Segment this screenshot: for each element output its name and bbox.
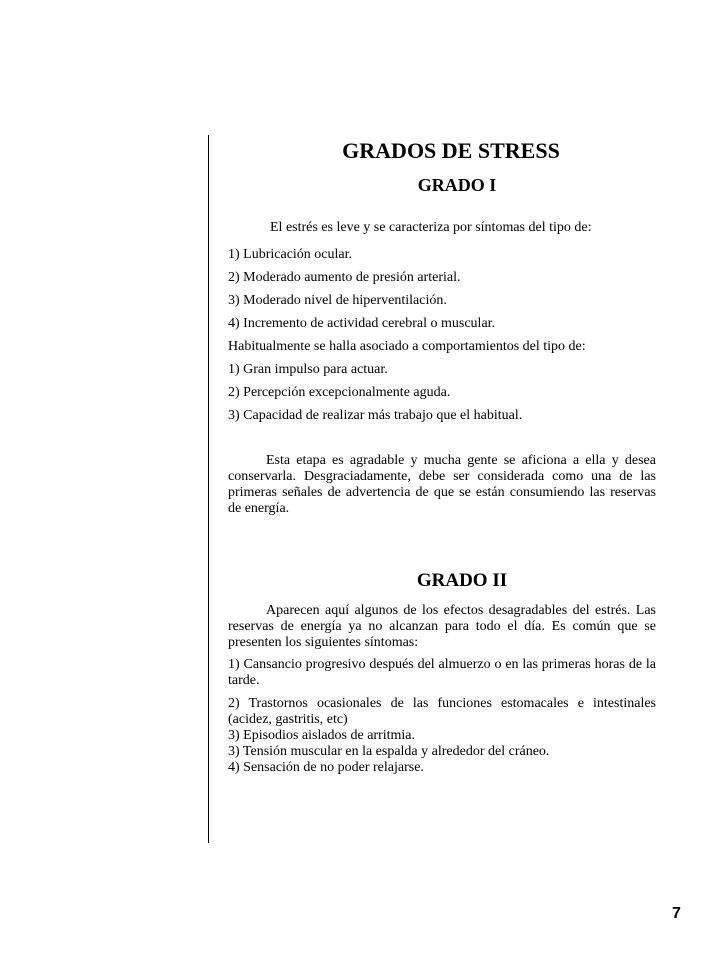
grado1-symptom-1: 1) Lubricación ocular. — [228, 247, 353, 262]
grado2-symptom-3: 3) Episodios aislados de arritmia. — [228, 728, 416, 743]
grado2-symptom-2: 2) Trastornos ocasionales de las funciones estomacales e intestinales (acidez, gastritis, etc) — [228, 696, 656, 727]
page-title: GRADOS DE STRESS — [342, 138, 560, 163]
grado1-symptom-2: 2) Moderado aumento de presión arterial. — [228, 270, 461, 285]
grado1-closing-paragraph: Esta etapa es agradable y mucha gente se aficiona a ella y desea conservarla. Desgraciadamente, debe ser considerada como una de las primeras señales de advertencia de que se están consumiendo las reservas de energía. — [228, 453, 656, 516]
grado1-symptom-3: 3) Moderado nivel de hiperventilación. — [228, 293, 447, 308]
grado1-behavior-1: 1) Gran impulso para actuar. — [228, 362, 388, 377]
page-content — [228, 138, 656, 776]
grado2-symptom-1: 1) Cansancio progresivo después del almuerzo o en las primeras horas de la tarde. — [228, 657, 656, 688]
grado1-behavior-3: 3) Capacidad de realizar más trabajo que el habitual. — [228, 408, 523, 423]
grado1-heading: GRADO I — [417, 175, 497, 195]
grado2-intro-paragraph: Aparecen aquí algunos de los efectos desagradables del estrés. Las reservas de energía ya no alcanzan para todo el día. Es común que se presenten los siguientes síntomas: — [228, 603, 656, 650]
grado2-symptom-5: 4) Sensación de no poder relajarse. — [228, 760, 424, 775]
grado2-heading: GRADO II — [416, 570, 508, 591]
page-number: 7 — [672, 905, 681, 922]
grado1-symptom-4: 4) Incremento de actividad cerebral o muscular. — [228, 316, 496, 331]
grado1-behaviors-intro: Habitualmente se halla asociado a comportamientos del tipo de: — [228, 339, 586, 354]
grado2-symptom-4: 3) Tensión muscular en la espalda y alrededor del cráneo. — [228, 744, 550, 759]
grado1-behavior-2: 2) Percepción excepcionalmente aguda. — [228, 385, 451, 400]
margin-rule — [208, 135, 209, 843]
grado1-intro: El estrés es leve y se caracteriza por síntomas del tipo de: — [270, 220, 592, 235]
